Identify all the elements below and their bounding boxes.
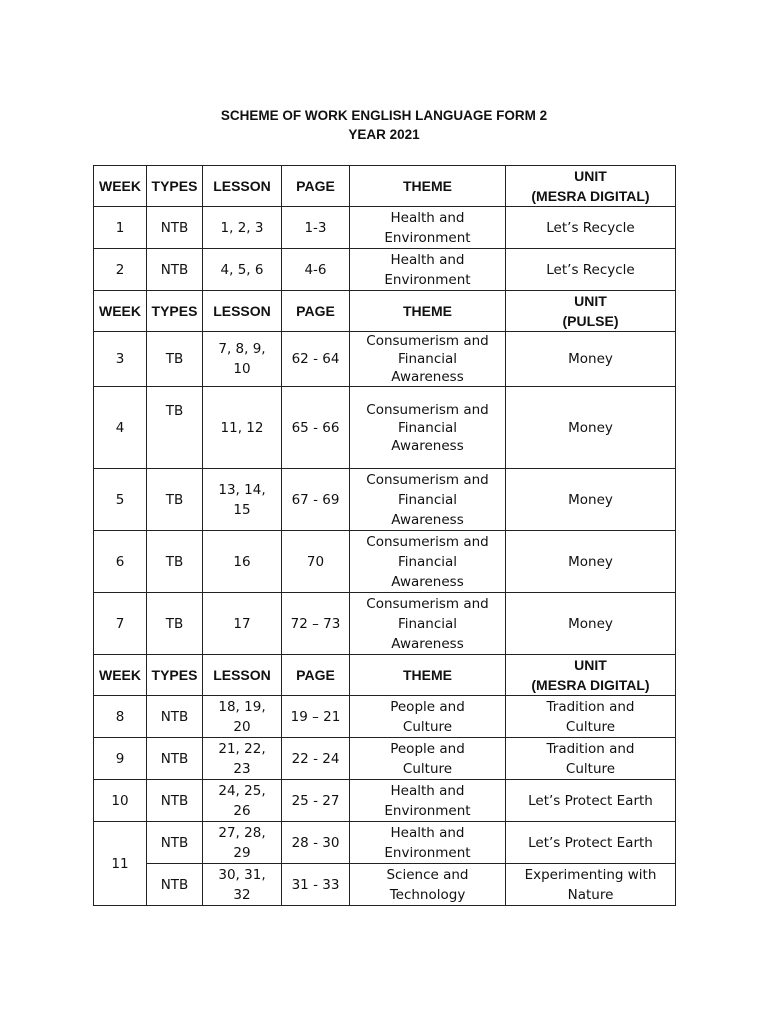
page-cell: 22 - 24	[282, 738, 350, 780]
lesson-cell: 16	[203, 531, 282, 593]
type-cell: NTB	[147, 864, 203, 906]
type-cell: NTB	[147, 738, 203, 780]
lesson-line: 18, 19,	[218, 698, 266, 715]
theme-line: Consumerism and	[366, 595, 489, 612]
table-row	[94, 469, 676, 531]
unit-line: Tradition and	[546, 740, 635, 757]
header-page: PAGE	[282, 655, 350, 696]
unit-line: Culture	[565, 718, 616, 735]
theme-line: Financial	[397, 351, 458, 367]
lesson-cell	[203, 738, 282, 780]
lesson-line: 23	[233, 760, 251, 777]
theme-line: Consumerism and	[366, 471, 489, 488]
header-lesson: LESSON	[203, 291, 282, 332]
lesson-line: 24, 25,	[218, 782, 266, 799]
type-cell: NTB	[147, 207, 203, 249]
header-unit-label: UNIT	[574, 657, 607, 673]
lesson-line: 7, 8, 9,	[218, 341, 266, 357]
lesson-line: 32	[233, 886, 251, 903]
table-row	[94, 593, 676, 655]
header-week: WEEK	[94, 655, 147, 696]
table-row	[94, 207, 676, 249]
theme-line: Health and	[390, 251, 465, 268]
header-week: WEEK	[94, 166, 147, 207]
theme-line: Awareness	[391, 635, 464, 652]
theme-line: Culture	[402, 718, 453, 735]
theme-cell	[350, 593, 506, 655]
lesson-line: 26	[233, 802, 251, 819]
type-cell: TB	[147, 387, 203, 469]
page-cell: 19 – 21	[282, 696, 350, 738]
week-cell: 9	[94, 738, 147, 780]
unit-cell: Let’s Recycle	[506, 249, 676, 291]
theme-line: Environment	[384, 802, 471, 819]
header-theme: THEME	[350, 166, 506, 207]
title-line-2: YEAR 2021	[348, 127, 420, 142]
table-row	[94, 864, 676, 906]
theme-line: Consumerism and	[366, 533, 489, 550]
header-page: PAGE	[282, 166, 350, 207]
page-cell: 72 – 73	[282, 593, 350, 655]
theme-cell	[350, 780, 506, 822]
page-cell: 28 - 30	[282, 822, 350, 864]
header-unit-source: (MESRA DIGITAL)	[531, 677, 650, 693]
unit-cell: Money	[506, 332, 676, 387]
theme-line: Financial	[397, 491, 458, 508]
theme-cell	[350, 696, 506, 738]
theme-line: Consumerism and	[366, 401, 489, 418]
page-cell: 4-6	[282, 249, 350, 291]
header-lesson: LESSON	[203, 655, 282, 696]
page-cell: 25 - 27	[282, 780, 350, 822]
header-unit	[506, 166, 676, 207]
unit-cell: Money	[506, 469, 676, 531]
theme-line: Awareness	[391, 369, 464, 385]
theme-line: People and	[390, 740, 465, 757]
lesson-line: 21, 22,	[218, 740, 266, 757]
table-row	[94, 780, 676, 822]
header-types: TYPES	[147, 166, 203, 207]
header-unit	[506, 291, 676, 332]
theme-line: Health and	[390, 782, 465, 799]
header-types: TYPES	[147, 655, 203, 696]
header-row	[94, 166, 676, 207]
theme-line: Environment	[384, 271, 471, 288]
week-cell: 3	[94, 332, 147, 387]
lesson-cell	[203, 864, 282, 906]
theme-cell	[350, 531, 506, 593]
lesson-line: 29	[233, 844, 251, 861]
type-cell: TB	[147, 332, 203, 387]
page-cell: 62 - 64	[282, 332, 350, 387]
document-title	[0, 106, 768, 144]
unit-line: Tradition and	[546, 698, 635, 715]
theme-line: Environment	[384, 844, 471, 861]
unit-cell: Let’s Recycle	[506, 207, 676, 249]
table-row	[94, 249, 676, 291]
page-cell: 65 - 66	[282, 387, 350, 469]
theme-line: Culture	[402, 760, 453, 777]
header-unit-source: (PULSE)	[562, 313, 619, 329]
theme-line: People and	[390, 698, 465, 715]
unit-cell: Let’s Protect Earth	[506, 822, 676, 864]
theme-line: Environment	[384, 229, 471, 246]
type-cell: NTB	[147, 249, 203, 291]
title-line-1: SCHEME OF WORK ENGLISH LANGUAGE FORM 2	[220, 108, 548, 123]
lesson-line: 27, 28,	[218, 824, 266, 841]
lesson-cell: 1, 2, 3	[203, 207, 282, 249]
unit-line: Nature	[567, 886, 614, 903]
header-unit-source: (MESRA DIGITAL)	[531, 188, 650, 204]
theme-cell	[350, 738, 506, 780]
lesson-cell	[203, 696, 282, 738]
theme-cell	[350, 387, 506, 469]
theme-cell	[350, 207, 506, 249]
theme-line: Awareness	[391, 573, 464, 590]
lesson-cell	[203, 332, 282, 387]
lesson-cell	[203, 822, 282, 864]
header-unit-label: UNIT	[574, 168, 607, 184]
unit-cell	[506, 696, 676, 738]
theme-line: Awareness	[391, 511, 464, 528]
header-row	[94, 655, 676, 696]
table-row	[94, 531, 676, 593]
unit-cell: Money	[506, 387, 676, 469]
lesson-cell	[203, 469, 282, 531]
week-cell: 4	[94, 387, 147, 469]
lesson-line: 10	[233, 361, 251, 377]
table-row	[94, 822, 676, 864]
scheme-table	[93, 165, 676, 906]
header-lesson: LESSON	[203, 166, 282, 207]
unit-cell	[506, 738, 676, 780]
type-cell: TB	[147, 469, 203, 531]
theme-line: Financial	[397, 419, 458, 436]
type-cell: TB	[147, 531, 203, 593]
lesson-line: 15	[233, 501, 251, 518]
type-cell: NTB	[147, 696, 203, 738]
header-page: PAGE	[282, 291, 350, 332]
header-unit	[506, 655, 676, 696]
header-week: WEEK	[94, 291, 147, 332]
unit-cell: Let’s Protect Earth	[506, 780, 676, 822]
page-cell: 67 - 69	[282, 469, 350, 531]
week-cell: 6	[94, 531, 147, 593]
unit-line: Experimenting with	[524, 866, 657, 883]
theme-line: Technology	[389, 886, 466, 903]
table-row	[94, 696, 676, 738]
type-cell: NTB	[147, 822, 203, 864]
week-cell: 5	[94, 469, 147, 531]
theme-cell	[350, 249, 506, 291]
theme-cell	[350, 864, 506, 906]
theme-cell	[350, 822, 506, 864]
theme-line: Financial	[397, 553, 458, 570]
table-row	[94, 738, 676, 780]
lesson-cell	[203, 780, 282, 822]
lesson-line: 20	[233, 718, 251, 735]
table-row	[94, 387, 676, 469]
lesson-cell: 11, 12	[203, 387, 282, 469]
theme-line: Health and	[390, 824, 465, 841]
header-theme: THEME	[350, 291, 506, 332]
week-cell: 7	[94, 593, 147, 655]
unit-cell: Money	[506, 531, 676, 593]
week-cell: 8	[94, 696, 147, 738]
header-unit-label: UNIT	[574, 293, 607, 309]
theme-cell	[350, 332, 506, 387]
page-cell: 31 - 33	[282, 864, 350, 906]
header-theme: THEME	[350, 655, 506, 696]
lesson-line: 30, 31,	[218, 866, 266, 883]
unit-cell	[506, 864, 676, 906]
week-cell: 1	[94, 207, 147, 249]
lesson-cell: 17	[203, 593, 282, 655]
header-types: TYPES	[147, 291, 203, 332]
page-cell: 1-3	[282, 207, 350, 249]
table-row	[94, 332, 676, 387]
theme-line: Health and	[390, 209, 465, 226]
week-cell: 10	[94, 780, 147, 822]
unit-cell: Money	[506, 593, 676, 655]
type-cell: NTB	[147, 780, 203, 822]
week-cell: 11	[94, 822, 147, 906]
theme-line: Awareness	[391, 437, 464, 454]
page-cell: 70	[282, 531, 350, 593]
week-cell: 2	[94, 249, 147, 291]
theme-line: Science and	[386, 866, 469, 883]
lesson-line: 13, 14,	[218, 481, 266, 498]
theme-line: Financial	[397, 615, 458, 632]
header-row	[94, 291, 676, 332]
theme-cell	[350, 469, 506, 531]
lesson-cell: 4, 5, 6	[203, 249, 282, 291]
type-cell: TB	[147, 593, 203, 655]
unit-line: Culture	[565, 760, 616, 777]
theme-line: Consumerism and	[366, 333, 489, 349]
